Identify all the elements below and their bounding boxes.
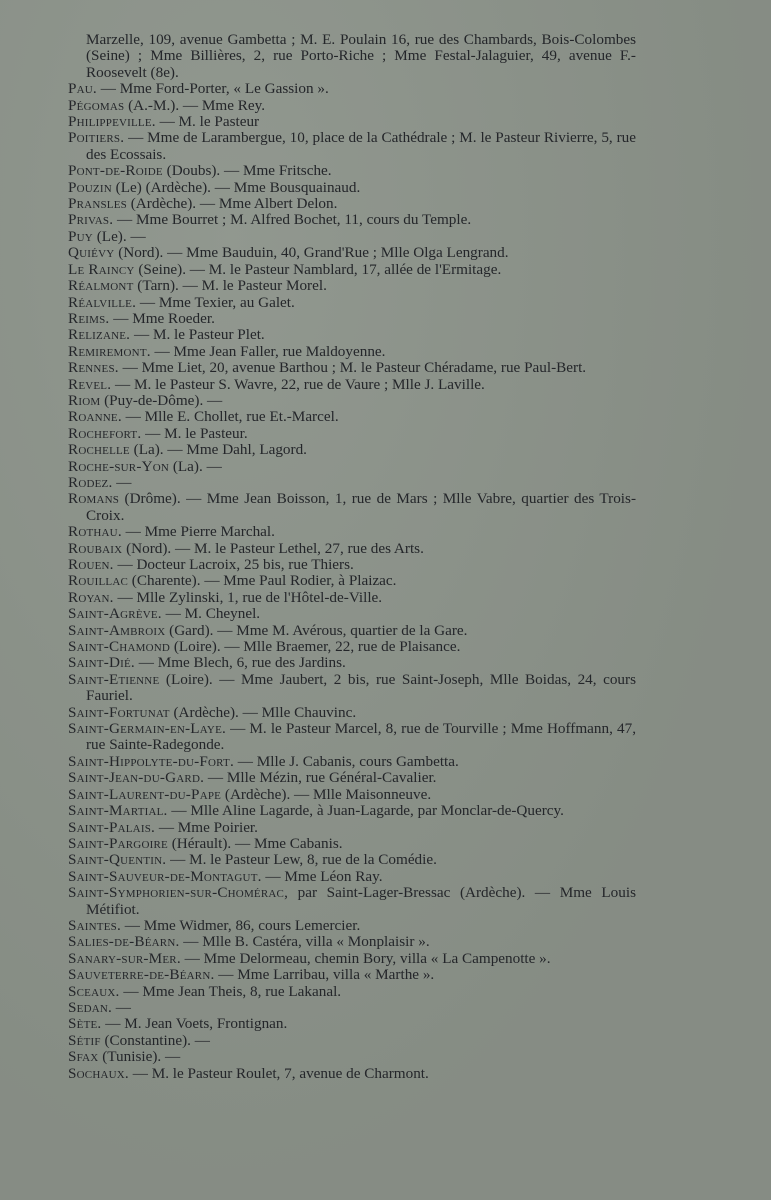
directory-entry [68,672,636,705]
place-name: Romans [68,490,120,508]
directory-entry [68,196,636,212]
directory-entry [68,524,636,540]
place-name: Privas. [68,211,114,229]
place-name: Saint-Symphorien-sur-Chomérac, [68,884,289,902]
place-name: Roubaix [68,539,123,557]
entry-details: (Charente). — Mme Paul Rodier, à Plaizac. [128,572,397,590]
entry-details: — Mme Delormeau, chemin Bory, villa « La Campenotte ». [180,949,551,967]
entry-details: — M. le Pasteur Plet. [130,326,265,344]
directory-entry [68,934,636,950]
entry-details: — Mme Roeder. [109,309,215,327]
entry-details: — M. le Pasteur [155,113,260,131]
place-name: Rennes. [68,359,119,377]
entry-details: — Mme Larribau, villa « Marthe ». [214,966,435,984]
entry-details: — M. le Pasteur Marcel, 8, rue de Tourville ; Mme Hoffmann, 47, rue Sainte-Radegonde. [86,720,636,754]
place-name: Pégomas [68,96,125,114]
directory-entry [68,262,636,278]
place-name: Saintes. [68,916,121,934]
entry-details: — Mlle J. Cabanis, cours Gambetta. [233,752,459,770]
directory-entry [68,295,636,311]
directory-entry [68,1016,636,1032]
entry-details: (La). — Mme Dahl, Lagord. [129,441,307,459]
place-name: Pouzin [68,178,112,196]
place-name: Saint-Etienne [68,670,160,688]
entry-details: — Mlle Mézin, rue Général-Cavalier. [204,769,437,787]
place-name: Saint-Palais. [68,818,156,836]
directory-entry [68,130,636,163]
directory-entry [68,442,636,458]
directory-entry [68,327,636,343]
directory-entry [68,1000,636,1016]
directory-entry [68,803,636,819]
place-name: Sceaux. [68,982,120,1000]
entry-details: (Drôme). — Mme Jean Boisson, 1, rue de Mars ; Mlle Vabre, quartier des Trois-Croix. [86,490,636,524]
place-name: Pau. [68,80,97,98]
entry-details: — Mlle E. Chollet, rue Et.-Marcel. [121,408,339,426]
place-name: Philippeville. [68,113,156,131]
entry-details: par Saint-Lager-Bressac (Ardèche). — Mme Louis Métifiot. [86,884,636,918]
directory-entry [68,1033,636,1049]
directory-entry [68,951,636,967]
entry-details: — Mme Léon Ray. [261,867,383,885]
entry-details: (Nord). — M. le Pasteur Lethel, 27, rue des Arts. [122,539,424,557]
place-name: Saint-Ambroix [68,621,166,639]
directory-entry [68,967,636,983]
directory-entry [68,639,636,655]
place-name: Saint-Chamond [68,638,171,656]
place-name: Rodez. [68,473,113,491]
place-name: Roche-sur-Yon [68,457,170,475]
place-name: Rochefort. [68,424,142,442]
place-name: Sochaux. [68,1064,129,1082]
entry-details: (Tarn). — M. le Pasteur Morel. [133,277,327,295]
directory-entry [68,32,636,81]
entry-details: — Mme Widmer, 86, cours Lemercier. [120,916,361,934]
place-name: Saint-Laurent-du-Pape [68,785,222,803]
entry-details: (Le) (Ardèche). — Mme Bousquainaud. [111,178,361,196]
entry-details: — Mme Jean Faller, rue Maldoyenne. [150,342,386,360]
directory-entry [68,852,636,868]
place-name: Remiremont. [68,342,151,360]
entry-details: — M. le Pasteur Roulet, 7, avenue de Charmont. [128,1064,429,1082]
place-name: Saint-Agrève. [68,605,162,623]
place-name: Royan. [68,588,114,606]
directory-entry [68,754,636,770]
place-name: Rothau. [68,523,122,541]
entry-details: Marzelle, 109, avenue Gambetta ; M. E. Poulain 16, rue des Chambards, Bois-Colombes (Seine) ; Mme Billières, 2, rue Porto-Riche ; Mme Festal-Jalaguier, 49, avenue F.-Roosevelt (8e). [86,31,636,81]
entry-details: — Mme de Larambergue, 10, place de la Cathédrale ; M. le Pasteur Rivierre, 5, rue des Ecossais. [86,129,636,163]
directory-entry [68,557,636,573]
place-name: Saint-Dié. [68,654,135,672]
directory-entry [68,590,636,606]
entry-details: (Ardèche). — Mlle Maisonneuve. [221,785,432,803]
directory-entry [68,606,636,622]
place-name: Le Raincy [68,260,135,278]
directory-entry [68,98,636,114]
entry-details: — Mme Poirier. [155,818,258,836]
entry-details: (Tunisie). — [98,1048,181,1066]
entry-details: — [112,998,131,1016]
entry-details: (Loire). — Mlle Braemer, 22, rue de Plaisance. [170,638,461,656]
place-name: Salies-de-Béarn. [68,933,180,951]
place-name: Rouen. [68,556,114,573]
directory-entry [68,409,636,425]
place-name: Relizane. [68,326,131,344]
place-name: Rochelle [68,441,130,459]
entry-details: (Loire). — Mme Jaubert, 2 bis, rue Saint-Joseph, Mlle Boidas, 24, cours Fauriel. [86,670,636,705]
directory-entry [68,278,636,294]
directory-entry [68,655,636,671]
entry-details: (Ardèche). — Mlle Chauvinc. [169,703,357,721]
directory-entry [68,114,636,130]
place-name: Sétif [68,1031,101,1049]
entry-details: (A.-M.). — Mme Rey. [124,96,266,114]
entry-details: (Doubs). — Mme Fritsche. [162,162,332,180]
entry-details: — [112,473,132,491]
directory-entry [68,360,636,376]
entry-details: — M. Jean Voets, Frontignan. [101,1015,288,1033]
entry-details: — Mme Ford-Porter, « Le Gassion ». [96,80,329,98]
entry-details: — M. le Pasteur. [141,424,248,442]
entry-details: — Docteur Lacroix, 25 bis, rue Thiers. [113,556,354,573]
place-name: Saint-Quentin. [68,851,167,869]
directory-entry [68,81,636,97]
directory-entry [68,820,636,836]
entry-details: — Mme Pierre Marchal. [121,523,275,541]
directory-entry [68,377,636,393]
directory-entry [68,984,636,1000]
place-name: Saint-Germain-en-Laye. [68,720,226,738]
entry-details: — M. Cheynel. [161,605,261,623]
entry-details: — Mme Liet, 20, avenue Barthou ; M. le Pasteur Chéradame, rue Paul-Bert. [118,359,587,377]
entry-details: (Seine). — M. le Pasteur Namblard, 17, allée de l'Ermitage. [134,260,502,278]
place-name: Rouillac [68,572,128,590]
directory-entry [68,787,636,803]
directory-entry [68,1066,636,1082]
directory-entry [68,885,636,918]
directory-entry [68,459,636,475]
entry-details: — Mme Texier, au Galet. [136,293,295,311]
entry-details: (Gard). — Mme M. Avérous, quartier de la Gare. [165,621,468,639]
directory-entry [68,705,636,721]
directory-entry [68,393,636,409]
place-name: Sète. [68,1015,102,1033]
directory-entry [68,573,636,589]
directory-entry [68,541,636,557]
place-name: Quiévy [68,244,115,262]
directory-entry [68,229,636,245]
place-name: Sauveterre-de-Béarn. [68,966,215,984]
place-name: Puy [68,227,93,245]
entry-details: — Mlle Aline Lagarde, à Juan-Lagarde, par Monclar-de-Quercy. [167,802,564,820]
directory-entry [68,426,636,442]
directory-entry [68,721,636,754]
entry-details: — Mlle B. Castéra, villa « Monplaisir ». [179,933,430,951]
place-name: Pont-de-Roide [68,162,163,180]
place-name: Saint-Jean-du-Gard. [68,769,205,787]
directory-entry [68,245,636,261]
directory-entry [68,475,636,491]
place-name: Saint-Fortunat [68,703,170,721]
entry-details: (Le). — [92,227,146,245]
entry-details: — Mlle Zylinski, 1, rue de l'Hôtel-de-Ville. [113,588,383,606]
directory-entry [68,869,636,885]
place-name: Saint-Sauveur-de-Montagut. [68,867,262,885]
place-name: Saint-Hippolyte-du-Fort. [68,752,234,770]
entry-details: (Hérault). — Mme Cabanis. [167,834,343,852]
place-name: Réalmont [68,277,134,295]
directory-list [68,32,636,1082]
entry-details: (Ardèche). — Mme Albert Delon. [126,195,338,213]
entry-details: — Mme Bourret ; M. Alfred Bochet, 11, cours du Temple. [113,211,472,229]
place-name: Sanary-sur-Mer. [68,949,181,967]
entry-details: — M. le Pasteur Lew, 8, rue de la Comédie. [166,851,437,869]
directory-entry [68,180,636,196]
directory-entry [68,212,636,228]
place-name: Saint-Pargoire [68,834,168,852]
entry-details: — Mme Blech, 6, rue des Jardins. [134,654,346,672]
place-name: Roanne. [68,408,122,426]
place-name: Pransles [68,195,127,213]
place-name: Réalville. [68,293,137,311]
directory-entry [68,770,636,786]
directory-entry [68,836,636,852]
place-name: Sedan. [68,998,112,1016]
directory-entry [68,918,636,934]
entry-details: — Mme Jean Theis, 8, rue Lakanal. [119,982,342,1000]
entry-details: (Constantine). — [100,1031,210,1049]
place-name: Riom [68,391,101,409]
directory-entry [68,163,636,179]
directory-entry [68,491,636,524]
entry-details: (Nord). — Mme Bauduin, 40, Grand'Rue ; Mlle Olga Lengrand. [114,244,509,262]
entry-details: (Puy-de-Dôme). — [100,391,223,409]
place-name: Poitiers. [68,129,125,147]
entry-details: (La). — [169,457,222,475]
place-name: Saint-Martial. [68,802,168,820]
directory-entry [68,311,636,327]
directory-entry [68,623,636,639]
directory-entry [68,344,636,360]
directory-entry [68,1049,636,1065]
entry-details: — M. le Pasteur S. Wavre, 22, rue de Vaure ; Mlle J. Laville. [111,375,485,393]
place-name: Revel. [68,375,112,393]
place-name: Sfax [68,1048,99,1066]
place-name: Reims. [68,309,110,327]
